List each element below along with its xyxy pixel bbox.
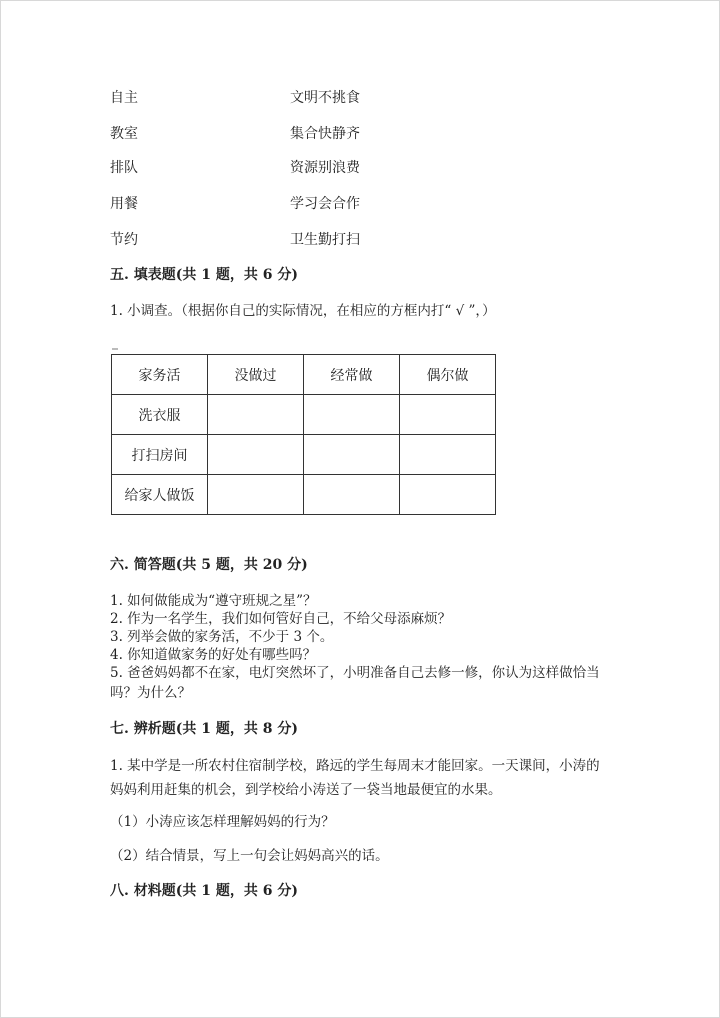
table-row <box>112 475 496 515</box>
checkbox-cell[interactable] <box>400 395 496 435</box>
table-header-cell: 偶尔做 <box>400 355 496 395</box>
matching-left-item: 教室 <box>110 126 138 142</box>
section-7-sub-question-2: （2）结合情景，写上一句会让妈妈高兴的话。 <box>110 848 389 864</box>
matching-left-item: 节约 <box>110 232 138 248</box>
section-7-sub-question-1: （1）小涛应该怎样理解妈妈的行为？ <box>110 814 335 830</box>
section-6-item-4: 4. 你知道做家务的好处有哪些吗？ <box>110 647 317 663</box>
checkbox-cell[interactable] <box>208 435 304 475</box>
matching-left-item: 用餐 <box>110 196 138 212</box>
table-header-cell: 没做过 <box>208 355 304 395</box>
corner-mark <box>112 348 118 350</box>
checkbox-cell[interactable] <box>400 435 496 475</box>
table-row-label: 打扫房间 <box>112 435 208 475</box>
checkbox-cell[interactable] <box>208 475 304 515</box>
table-row <box>112 435 496 475</box>
matching-right-item: 卫生勤打扫 <box>290 232 360 248</box>
matching-right-item: 文明不挑食 <box>290 90 360 106</box>
section-6-item-5: 5. 爸爸妈妈都不在家，电灯突然坏了，小明准备自己去修一修，你认为这样做恰当吗？为什么？ <box>110 665 600 701</box>
table-header-cell: 家务活 <box>112 355 208 395</box>
matching-left-item: 排队 <box>110 160 138 176</box>
matching-left-item: 自主 <box>110 90 138 106</box>
matching-right-item: 资源别浪费 <box>290 160 360 176</box>
table-header-row <box>112 355 496 395</box>
section-8-title: 八. 材料题(共 1 题，共 6 分) <box>110 883 298 899</box>
table-row <box>112 395 496 435</box>
section-6-item-2: 2. 作为一名学生，我们如何管好自己，不给父母添麻烦？ <box>110 611 452 627</box>
checkbox-cell[interactable] <box>400 475 496 515</box>
checkbox-cell[interactable] <box>208 395 304 435</box>
table-row-label: 给家人做饭 <box>112 475 208 515</box>
checkbox-cell[interactable] <box>304 475 400 515</box>
table-row-label: 洗衣服 <box>112 395 208 435</box>
section-5-title: 五. 填表题(共 1 题，共 6 分) <box>110 267 298 283</box>
section-6-item-1: 1. 如何做能成为“遵守班规之星”？ <box>110 593 317 609</box>
checkbox-cell[interactable] <box>304 435 400 475</box>
table-header-cell: 经常做 <box>304 355 400 395</box>
section-5-question: 1. 小调查。（根据你自己的实际情况，在相应的方框内打“ √ ”，） <box>110 303 496 319</box>
section-7-title: 七. 辨析题(共 1 题，共 8 分) <box>110 721 298 737</box>
survey-table <box>111 354 496 515</box>
section-7-question: 1. 某中学是一所农村住宿制学校，路远的学生每周末才能回家。一天课间，小涛的妈妈利用赶集的机会，到学校给小涛送了一袋当地最便宜的水果。 <box>110 758 600 798</box>
matching-right-item: 集合快静齐 <box>290 126 360 142</box>
section-6-item-3: 3. 列举会做的家务活，不少于 3 个。 <box>110 629 334 645</box>
matching-right-item: 学习会合作 <box>290 196 360 212</box>
section-6-title: 六. 简答题(共 5 题，共 20 分) <box>110 557 308 573</box>
checkbox-cell[interactable] <box>304 395 400 435</box>
